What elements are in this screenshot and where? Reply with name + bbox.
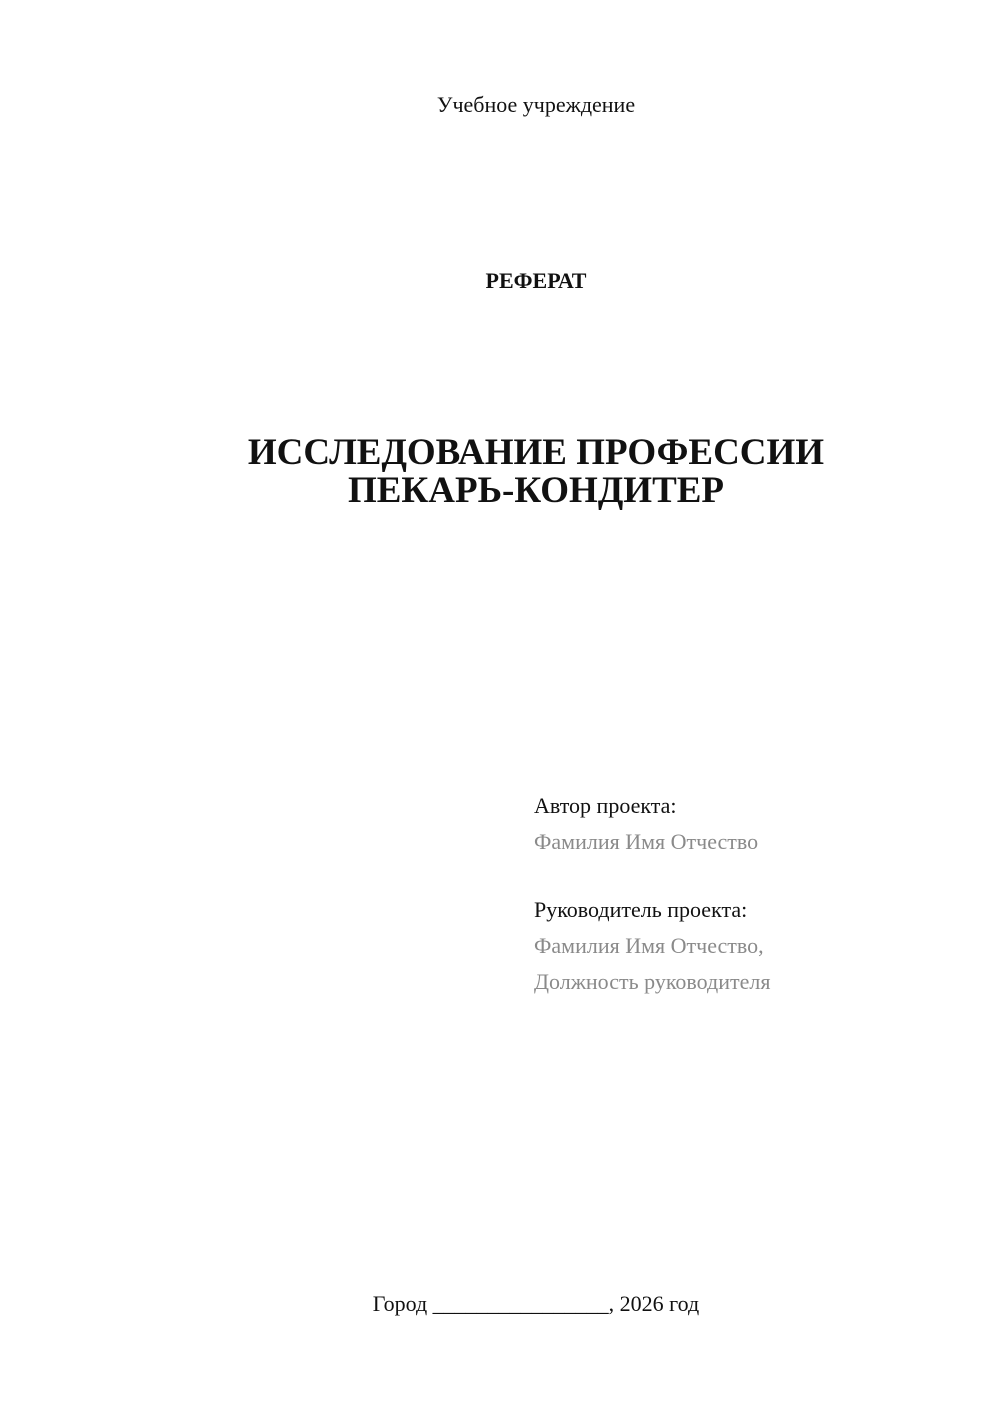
- supervisor-name: Фамилия Имя Отчество,: [534, 933, 764, 958]
- author-name: Фамилия Имя Отчество: [534, 829, 759, 854]
- document-type: РЕФЕРАТ: [485, 268, 587, 293]
- institution-name: Учебное учреждение: [436, 92, 636, 117]
- title-line-1: ИССЛЕДОВАНИЕ ПРОФЕССИИ: [247, 432, 825, 473]
- supervisor-position: Должность руководителя: [534, 969, 771, 994]
- city-year-line: Город ________________, 2026 год: [372, 1291, 700, 1316]
- title-line-2: ПЕКАРЬ-КОНДИТЕР: [347, 470, 725, 511]
- document-title: [0, 434, 1000, 510]
- supervisor-label: Руководитель проекта:: [534, 897, 748, 922]
- authors-spacer: [534, 860, 974, 892]
- authors-block: [534, 788, 974, 1000]
- author-label: Автор проекта:: [534, 793, 677, 818]
